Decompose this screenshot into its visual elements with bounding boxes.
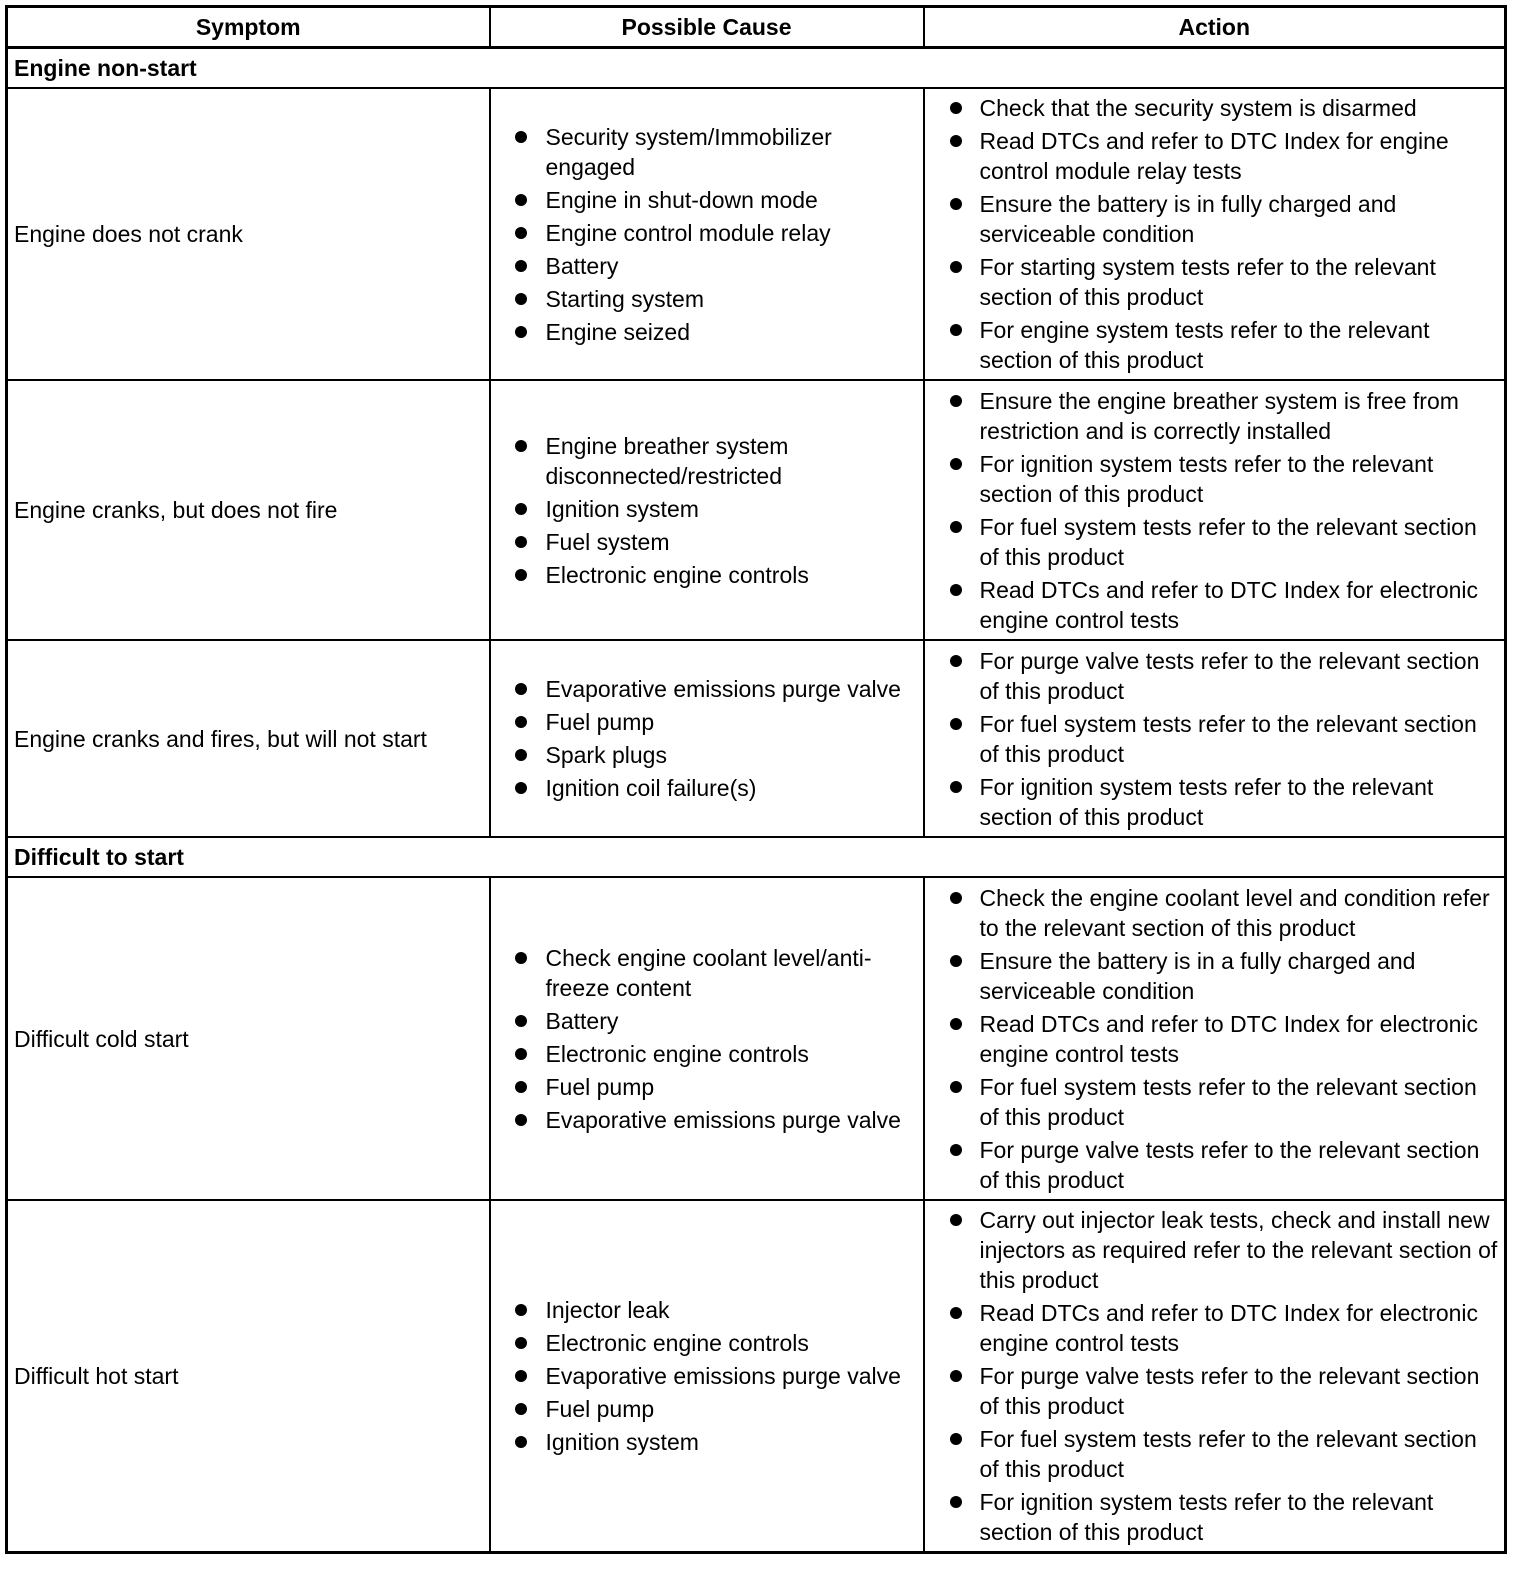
action-list bbox=[925, 883, 1499, 1195]
action-cell bbox=[924, 380, 1506, 640]
cause-item: Fuel pump bbox=[491, 1072, 917, 1102]
action-cell bbox=[924, 1200, 1506, 1552]
action-item: For ignition system tests refer to the relevant section of this product bbox=[925, 1487, 1499, 1547]
action-item: Read DTCs and refer to DTC Index for electronic engine control tests bbox=[925, 1009, 1499, 1069]
cause-list bbox=[491, 431, 917, 590]
action-item: For fuel system tests refer to the relevant section of this product bbox=[925, 709, 1499, 769]
action-item: Ensure the battery is in a fully charged and serviceable condition bbox=[925, 946, 1499, 1006]
action-item: Read DTCs and refer to DTC Index for electronic engine control tests bbox=[925, 1298, 1499, 1358]
action-item: Ensure the battery is in fully charged and serviceable condition bbox=[925, 189, 1499, 249]
cause-item: Engine seized bbox=[491, 317, 917, 347]
cause-list bbox=[491, 674, 917, 803]
action-item: For fuel system tests refer to the relevant section of this product bbox=[925, 512, 1499, 572]
cause-item: Fuel pump bbox=[491, 707, 917, 737]
cause-item: Electronic engine controls bbox=[491, 1328, 917, 1358]
cause-item: Electronic engine controls bbox=[491, 560, 917, 590]
cause-item: Engine control module relay bbox=[491, 218, 917, 248]
symptom-cell: Engine cranks and fires, but will not start bbox=[7, 640, 490, 837]
action-item: Read DTCs and refer to DTC Index for electronic engine control tests bbox=[925, 575, 1499, 635]
cause-list bbox=[491, 122, 917, 347]
action-item: For purge valve tests refer to the relevant section of this product bbox=[925, 646, 1499, 706]
table-row bbox=[7, 88, 1506, 380]
table-row bbox=[7, 380, 1506, 640]
cause-item: Fuel pump bbox=[491, 1394, 917, 1424]
header-possible-cause: Possible Cause bbox=[490, 7, 924, 48]
cause-item: Security system/Immobilizer engaged bbox=[491, 122, 917, 182]
action-item: Check that the security system is disarmed bbox=[925, 93, 1499, 123]
section-row bbox=[7, 837, 1506, 877]
action-item: For fuel system tests refer to the relevant section of this product bbox=[925, 1424, 1499, 1484]
action-cell bbox=[924, 877, 1506, 1200]
action-item: Carry out injector leak tests, check and install new injectors as required refer to the relevant section of this product bbox=[925, 1205, 1499, 1295]
action-item: For starting system tests refer to the relevant section of this product bbox=[925, 252, 1499, 312]
cause-cell bbox=[490, 1200, 924, 1552]
cause-cell bbox=[490, 640, 924, 837]
symptom-cell: Difficult cold start bbox=[7, 877, 490, 1200]
cause-item: Electronic engine controls bbox=[491, 1039, 917, 1069]
action-item: For purge valve tests refer to the relevant section of this product bbox=[925, 1135, 1499, 1195]
action-item: For ignition system tests refer to the relevant section of this product bbox=[925, 449, 1499, 509]
cause-cell bbox=[490, 380, 924, 640]
cause-item: Ignition system bbox=[491, 494, 917, 524]
action-list bbox=[925, 386, 1499, 635]
action-item: Ensure the engine breather system is free from restriction and is correctly installed bbox=[925, 386, 1499, 446]
action-cell bbox=[924, 640, 1506, 837]
cause-item: Evaporative emissions purge valve bbox=[491, 1361, 917, 1391]
action-item: For fuel system tests refer to the relevant section of this product bbox=[925, 1072, 1499, 1132]
header-row bbox=[7, 7, 1506, 48]
action-item: Check the engine coolant level and condition refer to the relevant section of this product bbox=[925, 883, 1499, 943]
table-row bbox=[7, 640, 1506, 837]
diagnostic-table bbox=[5, 5, 1507, 1554]
cause-list bbox=[491, 1295, 917, 1457]
action-item: For ignition system tests refer to the relevant section of this product bbox=[925, 772, 1499, 832]
header-symptom: Symptom bbox=[7, 7, 490, 48]
cause-item: Spark plugs bbox=[491, 740, 917, 770]
cause-cell bbox=[490, 88, 924, 380]
cause-item: Check engine coolant level/anti-freeze content bbox=[491, 943, 917, 1003]
cause-item: Ignition system bbox=[491, 1427, 917, 1457]
cause-list bbox=[491, 943, 917, 1135]
action-cell bbox=[924, 88, 1506, 380]
section-title: Engine non-start bbox=[7, 48, 1506, 89]
cause-item: Engine breather system disconnected/restricted bbox=[491, 431, 917, 491]
action-list bbox=[925, 93, 1499, 375]
cause-item: Starting system bbox=[491, 284, 917, 314]
action-list bbox=[925, 1205, 1499, 1547]
action-item: For purge valve tests refer to the relevant section of this product bbox=[925, 1361, 1499, 1421]
table-row bbox=[7, 1200, 1506, 1552]
section-row bbox=[7, 48, 1506, 89]
cause-item: Battery bbox=[491, 1006, 917, 1036]
symptom-cell: Difficult hot start bbox=[7, 1200, 490, 1552]
cause-item: Evaporative emissions purge valve bbox=[491, 674, 917, 704]
cause-item: Evaporative emissions purge valve bbox=[491, 1105, 917, 1135]
cause-item: Engine in shut-down mode bbox=[491, 185, 917, 215]
cause-item: Ignition coil failure(s) bbox=[491, 773, 917, 803]
cause-item: Battery bbox=[491, 251, 917, 281]
action-list bbox=[925, 646, 1499, 832]
action-item: For engine system tests refer to the relevant section of this product bbox=[925, 315, 1499, 375]
symptom-cell: Engine does not crank bbox=[7, 88, 490, 380]
action-item: Read DTCs and refer to DTC Index for engine control module relay tests bbox=[925, 126, 1499, 186]
header-action: Action bbox=[924, 7, 1506, 48]
cause-item: Fuel system bbox=[491, 527, 917, 557]
symptom-cell: Engine cranks, but does not fire bbox=[7, 380, 490, 640]
section-title: Difficult to start bbox=[7, 837, 1506, 877]
table-row bbox=[7, 877, 1506, 1200]
cause-item: Injector leak bbox=[491, 1295, 917, 1325]
cause-cell bbox=[490, 877, 924, 1200]
